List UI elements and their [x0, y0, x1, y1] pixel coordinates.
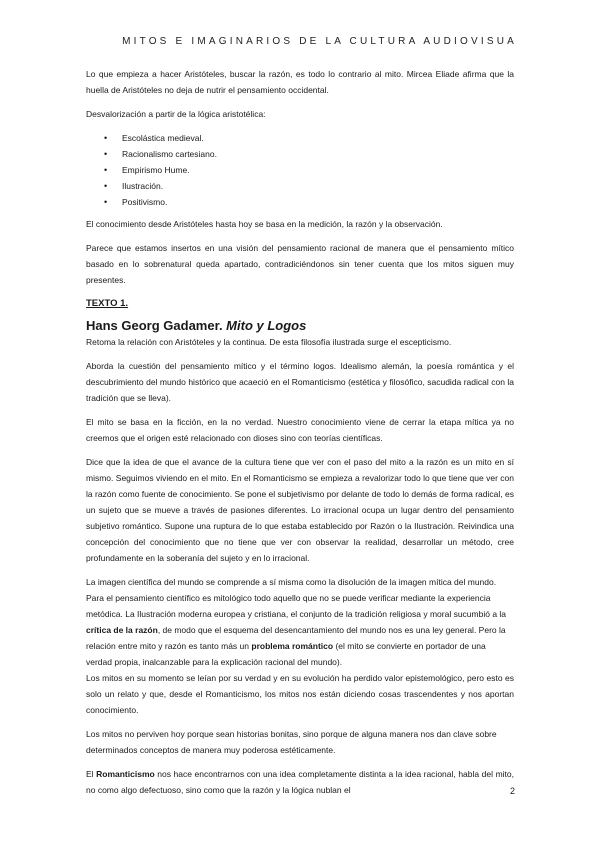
text-run: nos hace encontrarnos con una idea completamente distinta a la idea racional, habla del mito, no como algo defectuoso, sino como que la razón y la lógica nublan el: [86, 769, 514, 795]
paragraph: El mito se basa en la ficción, en la no verdad. Nuestro conocimiento viene de cerrar la etapa mítica ya no creemos que el origen esté relacionado con dioses sino con teorías científicas.: [86, 417, 514, 443]
section-label: [86, 296, 514, 312]
list-item: • Ilustración.: [122, 178, 514, 194]
section-label-suffix: .: [125, 298, 129, 309]
text-run: El: [86, 769, 97, 779]
paragraph: Dice que la idea de que el avance de la cultura tiene que ver con el paso del mito a la razón es un mito en sí mismo. Seguimos viviendo en el mito. En el Romanticismo se empieza a revalorizar todo lo que tiene que ver con la razón como fuente de conocimiento. Se pone el subjetivismo por delante de todo lo demás de forma radical, es un sujeto que se mueve a través de pasiones diferentes. Lo irracional ocupa un lugar dentro del pensamiento subjetivo romántico. Supone una ruptura de lo que estaba establecido por Razón o la Ilustración. Reivindica una concepción del conocimiento que no tiene que ver con observar la realidad, desarrollar un método, cree profundamente en la soberanía del sujeto y en lo irracional.: [86, 457, 514, 563]
paragraph: [86, 766, 514, 798]
running-header: MITOS E IMAGINARIOS DE LA CULTURA AUDIOVISUA: [122, 36, 517, 47]
paragraph: Los mitos no perviven hoy porque sean historias bonitas, sino porque de alguna manera nos dan clave sobre determinados conceptos de manera muy poderosa estéticamente.: [86, 729, 497, 755]
paragraph: El conocimiento desde Aristóteles hasta hoy se basa en la medición, la razón y la observación.: [86, 219, 443, 229]
emphasis: Romanticismo: [96, 769, 155, 779]
section-label-text: TEXTO 1: [86, 298, 126, 309]
bullet-list: [86, 130, 514, 210]
emphasis: crítica de la razón: [86, 625, 158, 635]
list-item: • Empirismo Hume.: [122, 162, 514, 178]
emphasis: problema romántico: [251, 641, 334, 651]
page-content: [86, 66, 514, 806]
text-run: (el mito se convierte en portador de una verdad propia, inalcanzable para la explicación racional del mundo).: [86, 641, 486, 667]
heading-work: Mito y Logos: [226, 318, 307, 333]
paragraph: Lo que empieza a hacer Aristóteles, buscar la razón, es todo lo contrario al mito. Mircea Eliade afirma que la huella de Aristóteles no deja de nutrir el pensamiento occidental.: [86, 69, 514, 95]
paragraph: Aborda la cuestión del pensamiento mítico y el término logos. Idealismo alemán, la poesía romántica y el descubrimiento del mundo histórico que acaeció en el Romanticismo (estética y filosófico, sacudida radical con la tradición que se lleva).: [86, 361, 514, 403]
paragraph: Los mitos en su momento se leían por su verdad y en su evolución ha perdido valor epistemológico, pero esto es solo un relato y que, desde el Romanticismo, los mitos nos están diciendo cosas trascendentes y nos aportan conocimiento.: [86, 673, 514, 715]
list-item: • Escolástica medieval.: [122, 130, 514, 146]
paragraph: Retoma la relación con Aristóteles y la continua. De esta filosofía ilustrada surge el escepticismo.: [86, 337, 452, 347]
list-item: • Positivismo.: [122, 194, 514, 210]
paragraph: [86, 574, 514, 670]
paragraph: Desvalorización a partir de la lógica aristotélica:: [86, 109, 266, 119]
section-heading: [86, 318, 514, 334]
page-number: 2: [509, 786, 515, 796]
text-run: , de modo que el esquema del desencantamiento del mundo nos es una ley general. Pero la relación entre mito y razón es tanto más un: [86, 625, 506, 651]
paragraph: Parece que estamos insertos en una visión del pensamiento racional de manera que el pensamiento mítico basado en lo sobrenatural queda apartado, contradiciéndonos sin tener cuenta que los mitos siguen muy presentes.: [86, 243, 514, 285]
list-item: • Racionalismo cartesiano.: [122, 146, 514, 162]
text-run: La imagen científica del mundo se comprende a sí misma como la disolución de la imagen mítica del mundo. Para el pensamiento científico es mitológico todo aquello que no se puede verificar mediante la experiencia metódica. La Ilustración moderna europea y cristiana, el conjunto de la tradición religiosa y moral sucumbió a la: [86, 577, 507, 619]
heading-author: Hans Georg Gadamer.: [86, 318, 227, 333]
